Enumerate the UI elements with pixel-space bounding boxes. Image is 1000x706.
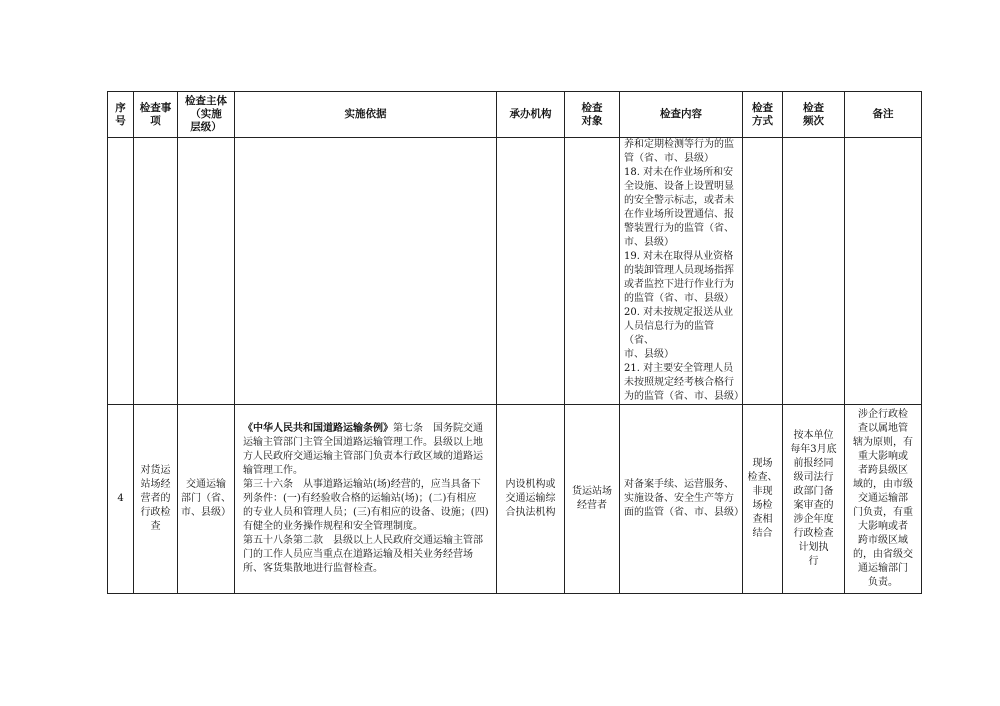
header-seq: 序 号 [108,92,134,138]
content-cell-continued: 养和定期检测等行为的监 管（省、市、县级） 18. 对未在作业场所和安 全设施、设备上设置明显 的安全警示标志，或者未 在作业场所设置通信、报 警装置行为的监管（省、 市、县级） 19. 对未在取得从业资格 的装卸管理人员现场指挥 或者监控下进行作业行为 的监管（省、市、县级） 20. 对未按规定报送从业 人员信息行为的监管（省、 市、县级） 21. 对主要安全管理人员 未按照规定经考核合格行 为的监管（省、市、县级） [620,138,743,405]
agency-cell: 内设机构或 交通运输综 合执法机构 [497,405,565,594]
item-cell: 对货运 站场经 营者的 行政检 查 [134,405,178,594]
subject-cell: 交通运输 部门（省、 市、县级） [178,405,235,594]
object-cell: 货运站场 经营者 [565,405,620,594]
header-remark: 备注 [845,92,922,138]
table-row [108,138,922,405]
header-row [108,92,922,138]
basis-title: 《中华人民共和国道路运输条例》 [243,423,393,434]
header-method: 检查 方式 [743,92,783,138]
header-item: 检查事 项 [134,92,178,138]
header-content: 检查内容 [620,92,743,138]
method-cell: 现场 检查、 非现 场检 查相 结合 [743,405,783,594]
inspection-table [107,91,922,594]
header-agency: 承办机构 [497,92,565,138]
basis-para-2: 第三十六条 从事道路运输站(场)经营的，应当具备下 列条件：(一)有经验收合格的运输站(场)；(二)有相应 的专业人员和管理人员；(三)有相应的设备、设施；(四) 有健全的业务操作规程和安全管理制度。 [243,479,489,532]
header-basis: 实施依据 [235,92,497,138]
remark-cell: 涉企行政检 查以属地管 辖为原则，有 重大影响或 者跨县级区 域的，由市级 交通运输部 门负责，有重 大影响或者 跨市级区域 的，由省级交 通运输部门 负责。 [845,405,922,594]
basis-para-1: 第七条 国务院交通 运输主管部门主管全国道路运输管理工作。县级以上地 方人民政府交通运输主管部门负责本行政区域的道路运 输管理工作。 [243,423,483,476]
content-cell: 对备案手续、运营服务、 实施设备、安全生产等方 面的监管（省、市、县级） [620,405,743,594]
basis-para-3: 第五十八条第二款 县级以上人民政府交通运输主管部 门的工作人员应当重点在道路运输及相关业务经营场 所、客货集散地进行监督检查。 [243,535,483,574]
header-subject: 检查主体 （实施 层级） [178,92,235,138]
basis-cell [235,405,497,594]
frequency-cell: 按本单位 每年3月底 前报经同 级司法行 政部门备 案审查的 涉企年度 行政检查 计划执 行 [783,405,845,594]
table-row [108,405,922,594]
header-frequency: 检查 频次 [783,92,845,138]
header-object: 检查 对象 [565,92,620,138]
seq-cell: 4 [108,405,134,594]
